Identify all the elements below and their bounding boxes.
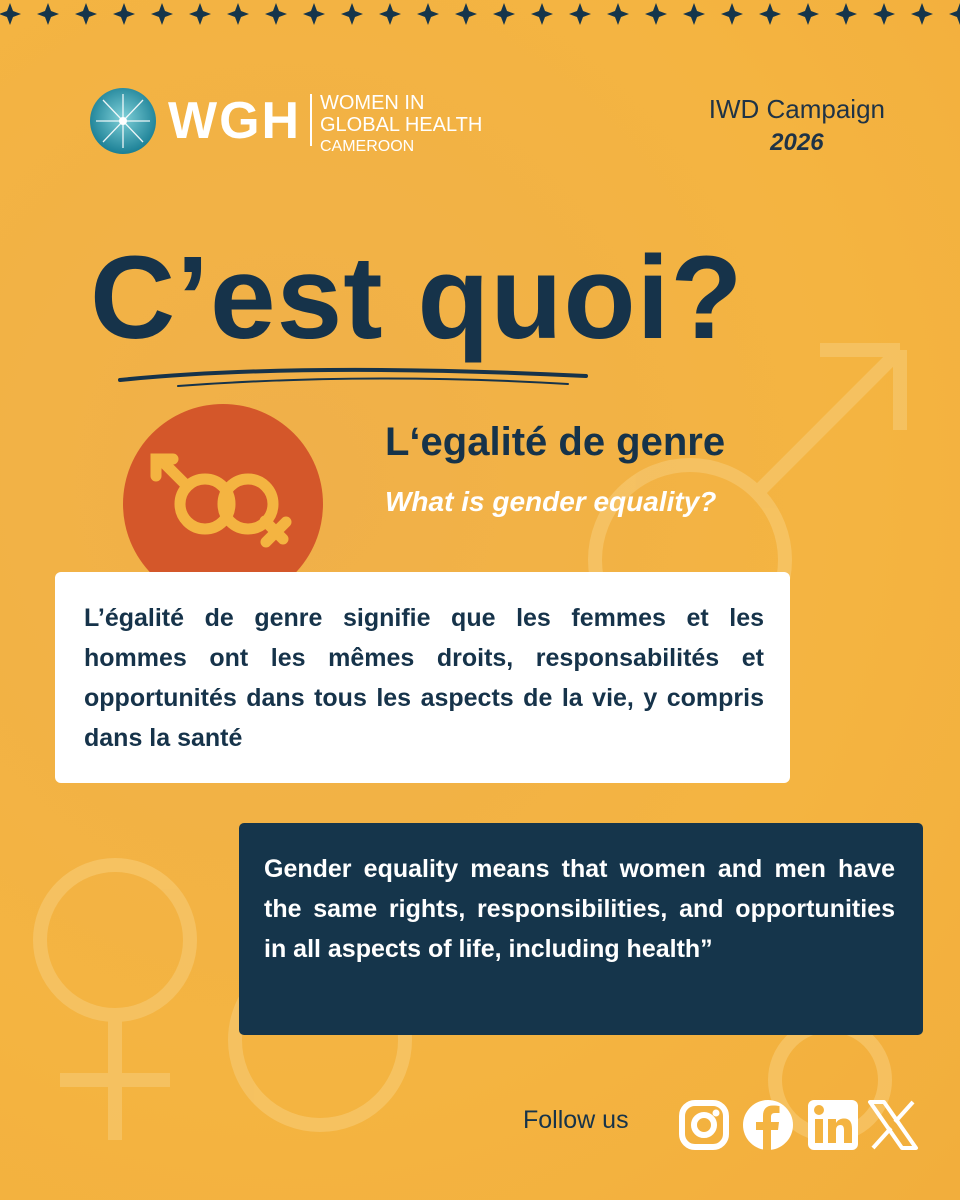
logo-line-1: WOMEN IN xyxy=(320,92,425,114)
facebook-icon[interactable] xyxy=(741,1098,795,1152)
logo-line-2: GLOBAL HEALTH xyxy=(320,114,483,136)
definition-fr-text: L’égalité de genre signifie que les femmes et les hommes ont les mêmes droits, responsabilités et opportunités dans tous les aspects de la vie, y compris dans la santé xyxy=(84,604,764,752)
subtitle-en: What is gender equality? xyxy=(385,486,717,517)
instagram-icon[interactable] xyxy=(677,1098,731,1152)
campaign-title: IWD Campaign xyxy=(708,94,885,124)
x-icon[interactable] xyxy=(866,1098,920,1152)
campaign-label xyxy=(709,94,885,157)
page-title: C’est quoi? xyxy=(90,232,744,364)
campaign-year: 2026 xyxy=(770,129,824,156)
linkedin-icon[interactable] xyxy=(806,1098,860,1152)
definition-box-en xyxy=(239,823,923,1035)
subtitle-fr: L‘egalité de genre xyxy=(385,420,726,464)
logo-divider xyxy=(310,94,312,146)
definition-box-fr xyxy=(55,572,790,783)
wgh-logo[interactable] xyxy=(88,86,508,166)
definition-en-text: Gender equality means that women and men have the same rights, responsibilities, and opportunities in all aspects of life, including health” xyxy=(264,855,895,963)
follow-us-label: Follow us xyxy=(523,1106,629,1134)
logo-org-name xyxy=(320,92,482,158)
logo-acronym: WGH xyxy=(168,92,302,150)
logo-line-3: CAMEROON xyxy=(320,138,415,155)
logo-globe-icon xyxy=(88,86,158,156)
underline-swoosh xyxy=(118,364,588,394)
